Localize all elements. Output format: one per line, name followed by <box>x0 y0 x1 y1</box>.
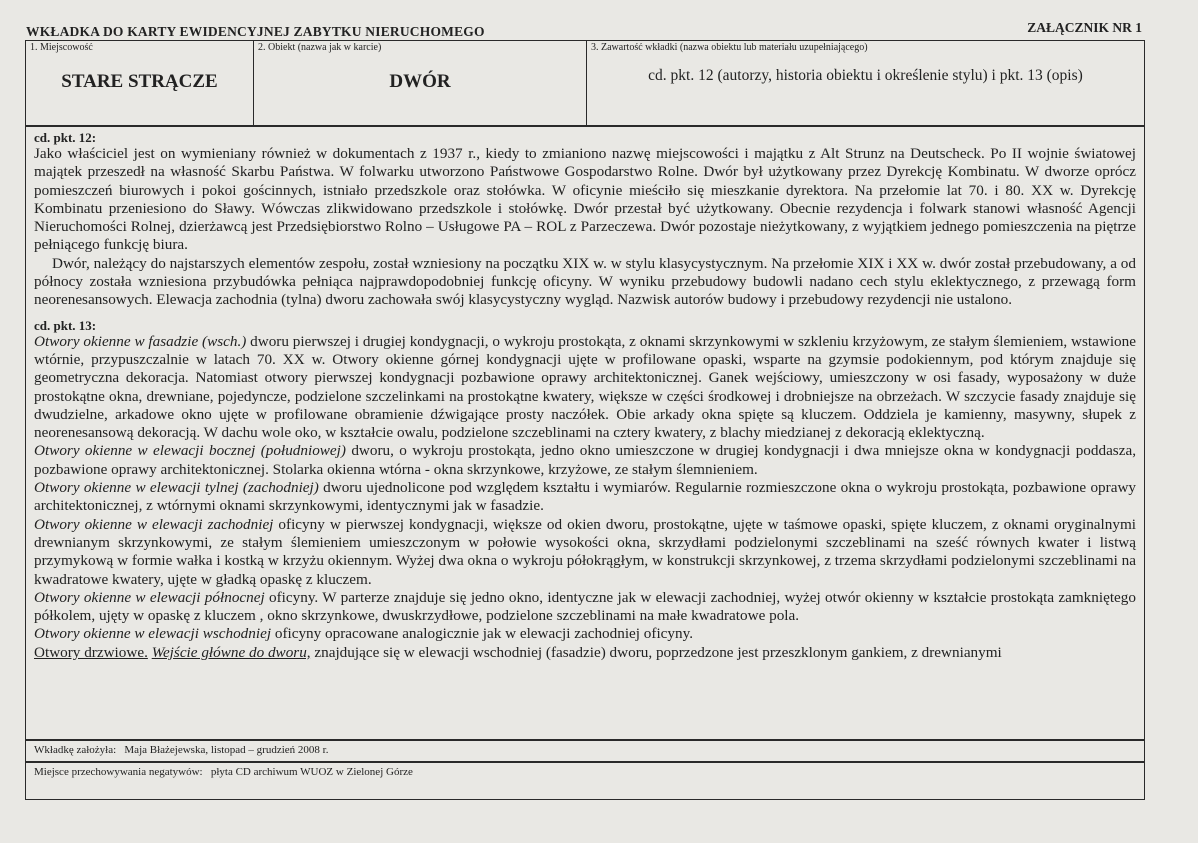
section-13-block-doors <box>34 644 1136 662</box>
block-lead: Otwory okienne w elewacji bocznej (południowej) <box>34 442 346 460</box>
block-lead: Otwory okienne w fasadzie (wsch.) <box>34 332 247 350</box>
section-12-heading: cd. pkt. 12: <box>34 130 97 145</box>
block-text: oficyny w pierwszej kondygnacji, większe od okien dworu, prostokątne, ujęte w taśmowe opaski, spięte kluczem, z oknami oryginalnymi drewnianym skrzynkowymi, ze stałym ślemieniem umieszczonym w połowie wysokości okna, skrzydłami podzielonymi szczeblinami na sześć równych kwater i listwą przymykową w formie wałka i kostką w krzyżu okiennym. Wyżej dwa okna o wykroju półokrągłym, w konstrukcji skrzynkowej, z trzema skrzydłami podzielonymi szczeblinami na kwadratowe kwatery, ujęte w gładką opaskę z kluczem. <box>34 515 1136 588</box>
field-contents-value: cd. pkt. 12 (autorzy, historia obiektu i określenie stylu) i pkt. 13 (opis) <box>648 67 1083 84</box>
prepared-by-row <box>25 740 1145 762</box>
negatives-storage-row <box>25 762 1145 800</box>
block-text: oficyny. W parterze znajduje się jedno okno, identyczne jak w elewacji zachodniej, wyżej otwór okienny w kształcie prostokąta zamkniętego półkolem, ujęty w opaskę z kluczem , okno skrzynkowe, dwuskrzydłowe, podzielone szczeblinami na małe kwadratowe pola. <box>34 588 1136 625</box>
block-lead: Otwory okienne w elewacji tylnej (zachodniej) <box>34 479 319 497</box>
block-lead: Otwory okienne w elewacji północnej <box>34 588 265 606</box>
field-contents <box>587 41 1144 125</box>
field-contents-label: 3. Zawartość wkładki (nazwa obiektu lub materiału uzupełniającego) <box>591 42 868 53</box>
annex-label: ZAŁĄCZNIK NR 1 <box>1027 20 1142 35</box>
field-object-label: 2. Obiekt (nazwa jak w karcie) <box>258 42 382 53</box>
section-12-paragraph-1: Jako właściciel jest on wymieniany również w dokumentach z 1937 r., kiedy to zmianiono nazwę miejscowości i majątku z Alt Strunz na Deutscheck. Po II wojnie światowej majątek przeszedł na własność Skarbu Państwa. W folwarku utworzono Państwowe Gospodarstwo Rolne. Dwór był użytkowany przez Dyrekcję Kombinatu. W dworze oprócz pomieszczeń biurowych i pokoi gościnnych, istniało przedszkole oraz stołówka. W oficynie mieściło się mieszkanie dyrektora. Na przełomie lat 70. i 80. XX w. Dyrekcję Kombinatu przeniesiono do Sławy. Wówczas zlikwidowano przedszkole i stołówkę. Dwór przestał być użytkowany. Obecnie rezydencja i folwark stanowi własność Agencji Nieruchomości Rolnej, dzierżawcą jest Przedsiębiorstwo Rolno – Usługowe PA – ROL z Parzeczewa. Dwór pozostaje nieżytkowany, z wyjątkiem jednego pomieszczenia na piętrze pełniącego funkcję biura. <box>34 145 1136 254</box>
block-text: dworu ujednolicone pod względem kształtu i wymiarów. Regularnie rozmieszczone okna o wykroju prostokąta, pozbawione oprawy architektonicznej, z wtórnymi oknami skrzynkowymi, identycznymi jak w fasadzie. <box>34 479 1137 515</box>
section-13-block-south <box>34 442 1136 479</box>
block-lead: Wejście główne do dworu, <box>151 643 311 661</box>
block-lead: Otwory okienne w elewacji zachodniej <box>34 515 274 533</box>
section-13-block-rear <box>34 479 1136 516</box>
block-text: dworu, o wykroju prostokąta, jedno okno umieszczone w drugiej kondygnacji i dwa mniejsze okna w kondygnacji poddasza, pozbawione oprawy architektonicznej. Stolarka okienna wtórna - okna skrzynkowe, krzyżowe, ze stałym ślemnieniem. <box>34 442 1136 478</box>
prepared-by-text: Wkładkę założyła: Maja Błażejewska, listopad – grudzień 2008 r. <box>34 744 329 756</box>
block-text: dworu pierwszej i drugiej kondygnacji, o wykroju prostokąta, z oknami skrzynkowymi w szkleniu krzyżowym, ze stałym ślemieniem, wstawione wtórnie, przypuszczalnie w latach 70. XX w. Otwory okienne górnej kondygnacji ujęte w profilowane opaski, wsparte na gzymsie podokiennym, pod którym znajduje się geometryczna dekoracja. Natomiast otwory pierwszej kondygnacji pozbawione oprawy architektonicznej. Ganek wejściowy, umieszczony w osi fasady, wyposażony w duże prostokątne okna, drewniane, pojedyncze, podzielone szczelinkami na prostokątne kwatery, większe w części środkowej i drobniejsze na obrzeżach. W szczycie fasady znajduje się dwudzielne, arkadowe okno ujęte w profilowane obramienie dźwigające prosty naczółek. Obie arkady okna spięte są kluczem. Oddziela je kamienny, masywny, słupek z neorenesansową dekoracją. W dachu wole oko, w kształcie owalu, podzielone szczeblinami na cztery kwatery, z blachy miedzianej z dekoracją eklektyczną. <box>34 332 1136 442</box>
field-object <box>254 41 587 125</box>
field-object-value: DWÓR <box>389 71 451 92</box>
block-text: oficyny opracowane analogicznie jak w elewacji zachodniej oficyny. <box>271 625 694 643</box>
section-13-block-facade <box>34 333 1136 443</box>
section-12-paragraph-2: Dwór, należący do najstarszych elementów zespołu, został wzniesiony na początku XIX w. w stylu klasycystycznym. Na przełomie XIX i XX w. dwór został przebudowany, a od północy została wzniesiona przybudówka pełniąca najprawdopodobniej funkcję oficyny. W wyniku przebudowy budowli nadano cech stylu eklektycznego, z przewagą form neorenesansowych. Elewacja zachodnia (tylna) dworu zachowała swój klasycystyczny wygląd. Nazwisk autorów budowy i przebudowy rezydencji nie ustalono. <box>34 254 1136 309</box>
section-13-block-east-annex <box>34 625 1136 643</box>
form-title: WKŁADKA DO KARTY EWIDENCYJNEJ ZABYTKU NIERUCHOMEGO <box>26 24 485 39</box>
main-content <box>34 130 1136 662</box>
field-locality <box>26 41 254 125</box>
main-text-box <box>25 126 1145 740</box>
field-locality-value: STARE STRĄCZE <box>61 71 218 92</box>
field-locality-label: 1. Miejscowość <box>30 42 93 53</box>
identification-row <box>25 40 1145 126</box>
negatives-storage-text: Miejsce przechowywania negatywów: płyta CD archiwum WUOZ w Zielonej Górze <box>34 766 413 778</box>
block-lead: Otwory okienne w elewacji wschodniej <box>34 625 272 643</box>
doors-heading: Otwory drzwiowe. <box>34 643 148 661</box>
section-13-block-north-annex <box>34 589 1136 626</box>
section-13-block-west-annex <box>34 516 1136 589</box>
block-text: znajdujące się w elewacji wschodniej (fasadzie) dworu, poprzedzone jest przeszklonym gankiem, z drewnianymi <box>310 643 1002 661</box>
section-13-heading: cd. pkt. 13: <box>34 317 97 333</box>
